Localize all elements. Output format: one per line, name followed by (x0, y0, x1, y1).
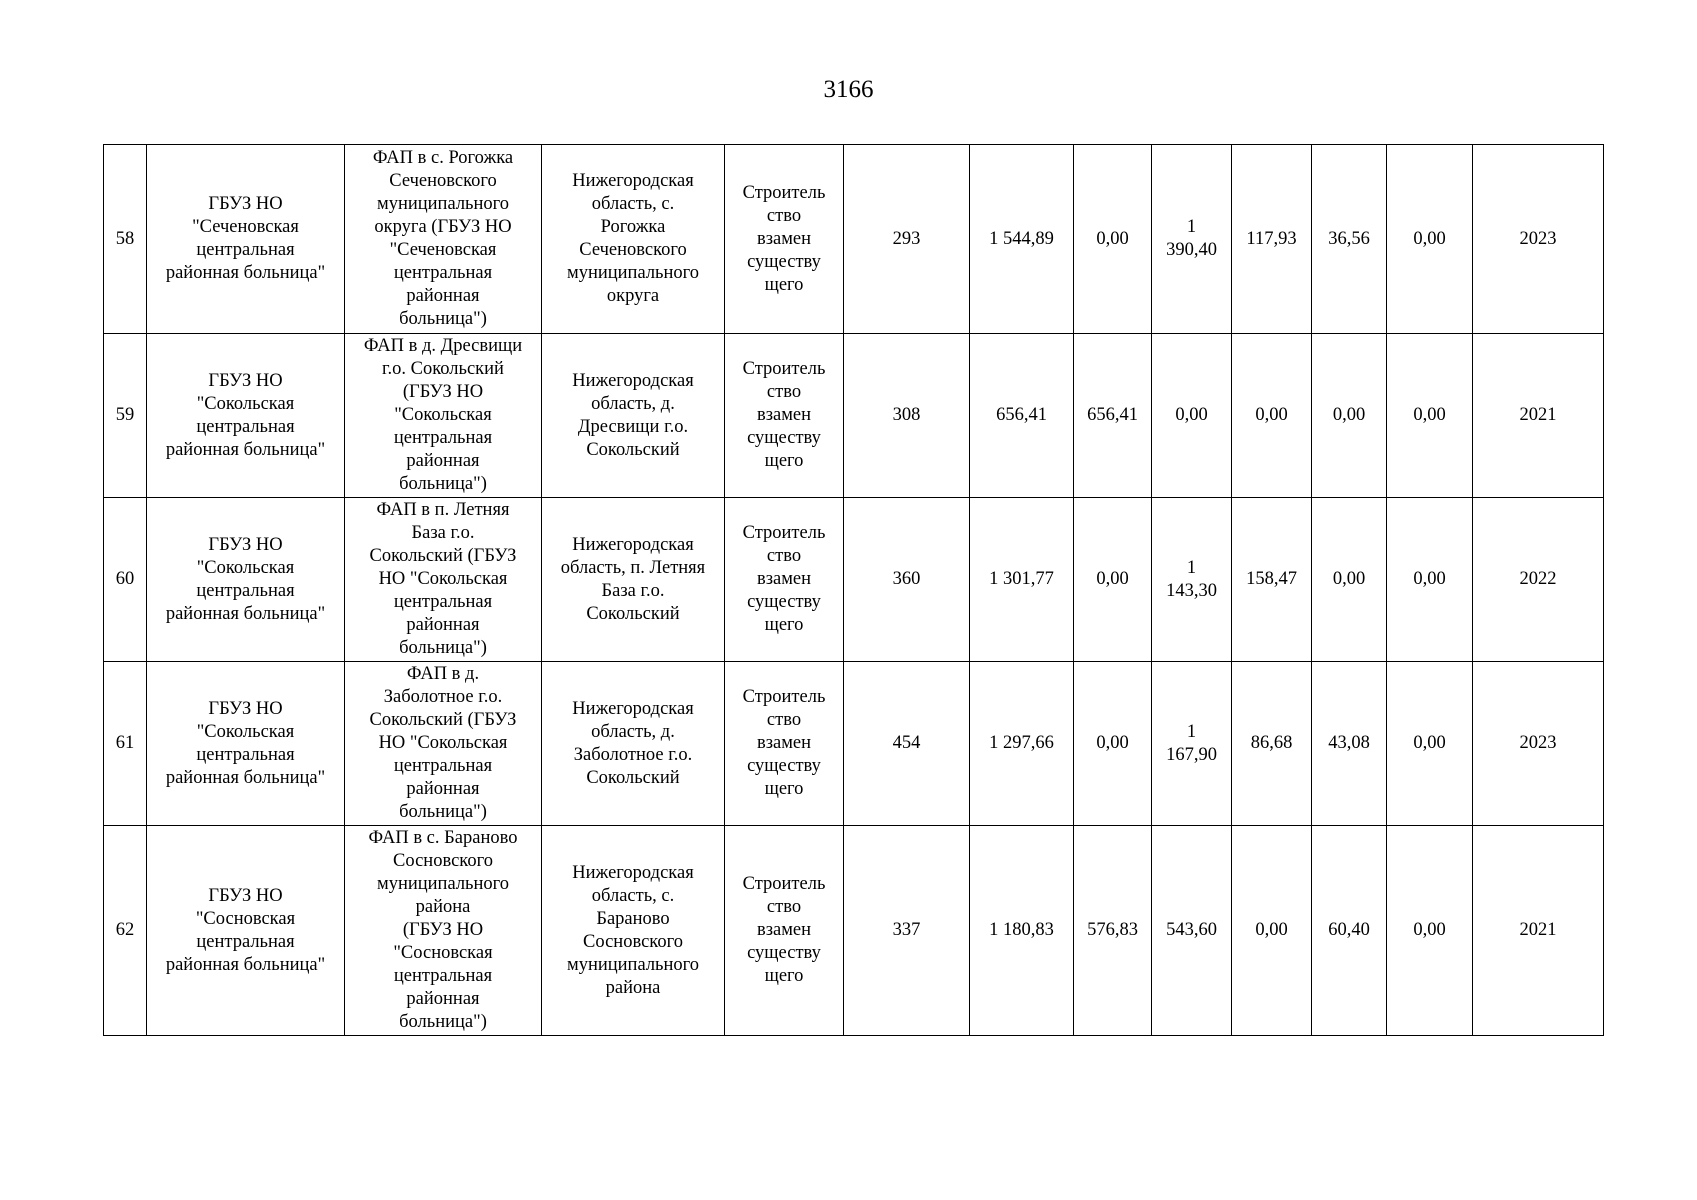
funding-2022-cell: 1 167,90 (1152, 662, 1232, 826)
total-cost-cell: 656,41 (970, 334, 1074, 498)
address-cell: Нижегородская область, с. Рогожка Сеченовского муниципального округа (542, 145, 725, 334)
address-cell: Нижегородская область, д. Заболотное г.о. Сокольский (542, 662, 725, 826)
funding-2023-cell: 0,00 (1232, 334, 1312, 498)
funding-2025-cell: 0,00 (1387, 498, 1473, 662)
total-cost-cell: 1 297,66 (970, 662, 1074, 826)
address-cell: Нижегородская область, п. Летняя База г.о. Сокольский (542, 498, 725, 662)
organization-cell: ГБУЗ НО "Сеченовская центральная районная больница" (147, 145, 345, 334)
table-row (104, 662, 1604, 826)
row-number: 62 (104, 826, 147, 1036)
funding-2024-cell: 0,00 (1312, 498, 1387, 662)
capacity-cell: 360 (844, 498, 970, 662)
row-number: 60 (104, 498, 147, 662)
capacity-cell: 454 (844, 662, 970, 826)
funding-2024-cell: 43,08 (1312, 662, 1387, 826)
funding-2025-cell: 0,00 (1387, 662, 1473, 826)
funding-2025-cell: 0,00 (1387, 145, 1473, 334)
organization-cell: ГБУЗ НО "Сокольская центральная районная больница" (147, 498, 345, 662)
funding-2022-cell: 0,00 (1152, 334, 1232, 498)
completion-year-cell: 2022 (1473, 498, 1604, 662)
total-cost-cell: 1 301,77 (970, 498, 1074, 662)
funding-2022-cell: 1 390,40 (1152, 145, 1232, 334)
funding-2021-cell: 576,83 (1074, 826, 1152, 1036)
page-number: 3166 (823, 76, 874, 103)
funding-2025-cell: 0,00 (1387, 826, 1473, 1036)
capacity-cell: 308 (844, 334, 970, 498)
completion-year-cell: 2021 (1473, 826, 1604, 1036)
facilities-table (103, 144, 1604, 1036)
object-cell: ФАП в п. Летняя База г.о. Сокольский (ГБУЗ НО "Сокольская центральная районная больница") (345, 498, 542, 662)
object-cell: ФАП в д. Дресвищи г.о. Сокольский (ГБУЗ НО "Сокольская центральная районная больница") (345, 334, 542, 498)
funding-2023-cell: 117,93 (1232, 145, 1312, 334)
funding-2024-cell: 0,00 (1312, 334, 1387, 498)
work-type-cell: Строитель ство взамен существу щего (725, 334, 844, 498)
funding-2024-cell: 36,56 (1312, 145, 1387, 334)
work-type-cell: Строитель ство взамен существу щего (725, 826, 844, 1036)
row-number: 61 (104, 662, 147, 826)
total-cost-cell: 1 180,83 (970, 826, 1074, 1036)
address-cell: Нижегородская область, с. Бараново Сосновского муниципального района (542, 826, 725, 1036)
funding-2021-cell: 0,00 (1074, 662, 1152, 826)
completion-year-cell: 2023 (1473, 145, 1604, 334)
address-cell: Нижегородская область, д. Дресвищи г.о. Сокольский (542, 334, 725, 498)
table-row (104, 826, 1604, 1036)
funding-2025-cell: 0,00 (1387, 334, 1473, 498)
funding-2022-cell: 543,60 (1152, 826, 1232, 1036)
funding-2023-cell: 158,47 (1232, 498, 1312, 662)
object-cell: ФАП в д. Заболотное г.о. Сокольский (ГБУЗ НО "Сокольская центральная районная больница") (345, 662, 542, 826)
funding-2021-cell: 656,41 (1074, 334, 1152, 498)
organization-cell: ГБУЗ НО "Сосновская центральная районная больница" (147, 826, 345, 1036)
funding-2022-cell: 1 143,30 (1152, 498, 1232, 662)
organization-cell: ГБУЗ НО "Сокольская центральная районная больница" (147, 334, 345, 498)
object-cell: ФАП в с. Рогожка Сеченовского муниципального округа (ГБУЗ НО "Сеченовская центральная районная больница") (345, 145, 542, 334)
row-number: 59 (104, 334, 147, 498)
work-type-cell: Строитель ство взамен существу щего (725, 662, 844, 826)
work-type-cell: Строитель ство взамен существу щего (725, 145, 844, 334)
total-cost-cell: 1 544,89 (970, 145, 1074, 334)
funding-2024-cell: 60,40 (1312, 826, 1387, 1036)
table-row (104, 334, 1604, 498)
organization-cell: ГБУЗ НО "Сокольская центральная районная больница" (147, 662, 345, 826)
funding-2023-cell: 0,00 (1232, 826, 1312, 1036)
capacity-cell: 337 (844, 826, 970, 1036)
table-row (104, 498, 1604, 662)
row-number: 58 (104, 145, 147, 334)
object-cell: ФАП в с. Бараново Сосновского муниципального района (ГБУЗ НО "Сосновская центральная районная больница") (345, 826, 542, 1036)
completion-year-cell: 2023 (1473, 662, 1604, 826)
funding-2021-cell: 0,00 (1074, 145, 1152, 334)
work-type-cell: Строитель ство взамен существу щего (725, 498, 844, 662)
funding-2023-cell: 86,68 (1232, 662, 1312, 826)
completion-year-cell: 2021 (1473, 334, 1604, 498)
capacity-cell: 293 (844, 145, 970, 334)
funding-2021-cell: 0,00 (1074, 498, 1152, 662)
table-row (104, 145, 1604, 334)
